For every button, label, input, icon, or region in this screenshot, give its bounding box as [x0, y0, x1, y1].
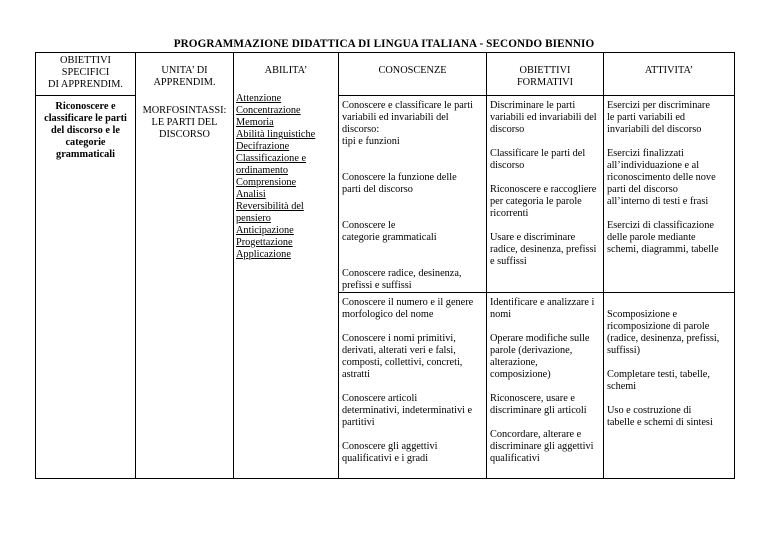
activity-text: (radice, desinenza, prefissi, — [607, 333, 720, 344]
activity-text: all’interno di testi e frasi — [607, 196, 709, 207]
formative-text: parole (derivazione, — [490, 345, 573, 356]
abilita-item: pensiero — [236, 213, 271, 224]
document-title: PROGRAMMAZIONE DIDATTICA DI LINGUA ITALIANA - SECONDO BIENNIO — [173, 38, 595, 50]
abilita-item: Applicazione — [236, 249, 291, 260]
knowledge-text: discorso: — [342, 124, 380, 135]
obiettivi-specifici-cell — [36, 96, 136, 479]
formative-text: Riconoscere e raccogliere — [490, 184, 597, 195]
unit-text: LE PARTI DEL — [151, 117, 218, 128]
abilita-item: Progettazione — [236, 237, 293, 248]
knowledge-text: parti del discorso — [342, 184, 413, 195]
formative-text: discriminare gli aggettivi — [490, 441, 594, 452]
knowledge-text: Conoscere i nomi primitivi, — [342, 333, 456, 344]
knowledge-text: prefissi e suffissi — [342, 280, 412, 291]
activity-text: Esercizi finalizzati — [607, 148, 684, 159]
unita-column — [136, 53, 234, 479]
activity-text: Scomposizione e — [607, 309, 678, 320]
knowledge-text: Conoscere radice, desinenza, — [342, 268, 462, 279]
formative-text: Discriminare le parti — [490, 100, 576, 111]
header-text: DI APPRENDIM. — [48, 79, 123, 90]
activity-text: ricomposizione di parole — [607, 321, 710, 332]
formative-text: per categoria le parole — [490, 196, 582, 207]
knowledge-text: composti, collettivi, concreti, — [342, 357, 463, 368]
formative-text: discriminare gli articoli — [490, 405, 587, 416]
header-row — [36, 53, 735, 96]
activity-text: all’individuazione e al — [607, 160, 700, 171]
formative-text: Riconoscere, usare e — [490, 393, 575, 404]
formative-text: qualificativi — [490, 453, 540, 464]
knowledge-text: Conoscere gli aggettivi — [342, 441, 438, 452]
knowledge-text: Conoscere e classificare le parti — [342, 100, 473, 111]
activity-text: Uso e costruzione di — [607, 405, 692, 416]
formative-text: Concordare, alterare e — [490, 429, 582, 440]
abilita-item: Analisi — [236, 189, 266, 200]
knowledge-text: categorie grammaticali — [342, 232, 437, 243]
header-text: SPECIFICI — [61, 67, 110, 78]
formative-text: nomi — [490, 309, 512, 320]
attivita-top-cell — [604, 96, 735, 293]
activity-text: schemi, diagrammi, tabelle — [607, 244, 719, 255]
attivita-bottom-cell — [604, 293, 735, 479]
header-text: OBIETTIVI — [60, 55, 111, 66]
objective-text: classificare le parti — [44, 113, 127, 124]
abilita-item: Classificazione e — [236, 153, 307, 164]
formative-text: ricorrenti — [490, 208, 529, 219]
formative-text: radice, desinenza, prefissi — [490, 244, 597, 255]
knowledge-text: Conoscere articoli — [342, 393, 418, 404]
activity-text: Completare testi, tabelle, — [607, 369, 710, 380]
formative-text: e suffissi — [490, 256, 527, 267]
formative-text: Usare e discriminare — [490, 232, 576, 243]
formative-text: Identificare e analizzare i — [490, 297, 595, 308]
formative-text: composizione) — [490, 369, 551, 380]
abilita-column — [234, 53, 339, 479]
programming-table — [35, 52, 735, 479]
header-abilita: ABILITA’ — [264, 65, 308, 76]
unit-name — [136, 89, 233, 141]
objective-text: Riconoscere e — [55, 101, 116, 112]
knowledge-text: morfologico del nome — [342, 309, 434, 320]
conoscenze-bottom-cell — [339, 293, 487, 479]
activity-text: riconoscimento delle nove — [607, 172, 716, 183]
activity-text: parti del discorso — [607, 184, 678, 195]
header-text: APPRENDIM. — [153, 77, 216, 88]
abilita-item: Comprensione — [236, 177, 297, 188]
abilita-list — [234, 77, 338, 261]
abilita-item: ordinamento — [236, 165, 289, 176]
abilita-item: Concentrazione — [236, 105, 301, 116]
knowledge-text: variabili ed invariabili del — [342, 112, 449, 123]
header-text: UNITA’ DI — [161, 65, 208, 76]
unit-text: DISCORSO — [159, 129, 210, 140]
knowledge-text: Conoscere il numero e il genere — [342, 297, 474, 308]
activity-text: invariabili del discorso — [607, 124, 702, 135]
objective-text: del discorso e le — [51, 125, 120, 136]
unit-text: MORFOSINTASSI: — [142, 105, 227, 116]
objective-text: categorie — [65, 137, 106, 148]
knowledge-text: tipi e funzioni — [342, 136, 400, 147]
knowledge-text: derivati, alterati veri e falsi, — [342, 345, 456, 356]
formativi-top-cell — [487, 96, 604, 293]
header-obiettivi-formativi — [487, 53, 604, 96]
knowledge-text: qualificativi e i gradi — [342, 453, 429, 464]
objective-text: grammaticali — [56, 149, 115, 160]
activity-text: delle parole mediante — [607, 232, 696, 243]
header-text: OBIETTIVI — [519, 65, 571, 76]
header-text: FORMATIVI — [516, 77, 574, 88]
header-unita — [136, 53, 233, 89]
activity-text: le parti variabili ed — [607, 112, 686, 123]
activity-text: suffissi) — [607, 345, 640, 356]
conoscenze-top-cell — [339, 96, 487, 293]
knowledge-text: partitivi — [342, 417, 375, 428]
formative-text: Classificare le parti del — [490, 148, 586, 159]
formative-text: variabili ed invariabili del — [490, 112, 597, 123]
formative-text: discorso — [490, 160, 525, 171]
activity-text: Esercizi per discriminare — [607, 100, 710, 111]
activity-text: schemi — [607, 381, 637, 392]
abilita-item: Decifrazione — [236, 141, 290, 152]
activity-text: tabelle e schemi di sintesi — [607, 417, 713, 428]
knowledge-text: astratti — [342, 369, 371, 380]
header-attivita: ATTIVITA’ — [604, 53, 735, 96]
formativi-bottom-cell — [487, 293, 604, 479]
header-obiettivi-specifici — [36, 53, 136, 96]
abilita-item: Attenzione — [236, 93, 282, 104]
abilita-item: Memoria — [236, 117, 274, 128]
abilita-item: Abilità linguistiche — [236, 129, 316, 140]
activity-text: Esercizi di classificazione — [607, 220, 714, 231]
formative-text: Operare modifiche sulle — [490, 333, 590, 344]
knowledge-text: determinativi, indeterminativi e — [342, 405, 473, 416]
knowledge-text: Conoscere le — [342, 220, 396, 231]
abilita-item: Reversibilità del — [236, 201, 304, 212]
header-conoscenze: CONOSCENZE — [339, 53, 487, 96]
abilita-item: Anticipazione — [236, 225, 294, 236]
knowledge-text: Conoscere la funzione delle — [342, 172, 457, 183]
formative-text: discorso — [490, 124, 525, 135]
formative-text: alterazione, — [490, 357, 538, 368]
